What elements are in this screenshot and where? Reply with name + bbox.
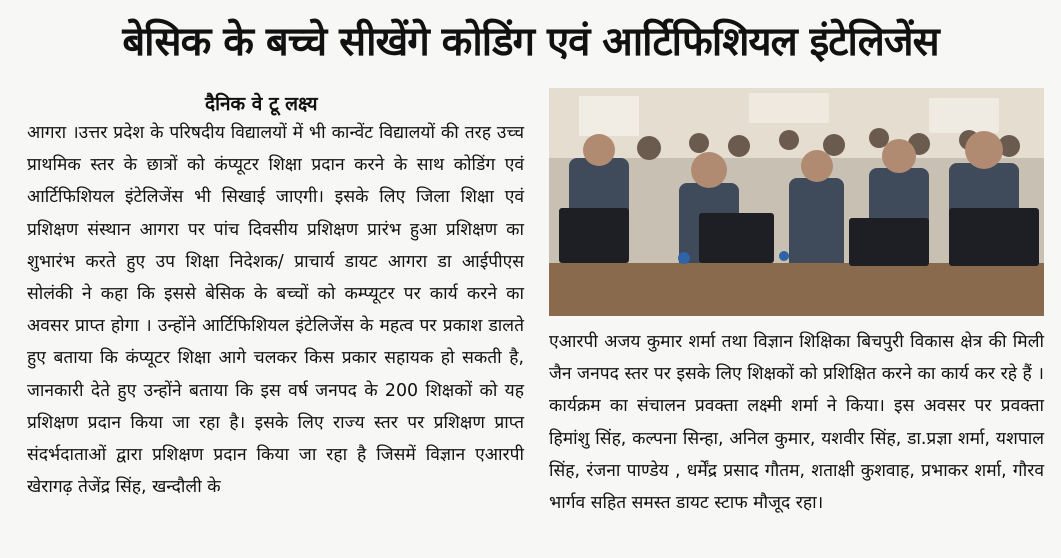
news-photo (549, 88, 1044, 316)
byline: दैनिक वे टू लक्ष्य (205, 93, 318, 115)
article-body-left: आगरा ।उत्तर प्रदेश के परिषदीय विद्यालयों में भी कान्वेंट विद्यालयों की तरह उच्च प्राथमिक स्तर के छात्रों को कंप्यूटर शिक्षा प्रदान करने के साथ कोडिंग एवं आर्टिफिशियल इंटेलिजेंस भी सिखाई जाएगी। इसके लिए जिला शिक्षा एवं प्रशिक्षण संस्थान आगरा पर पांच दिवसीय प्रशिक्षण प्रारंभ हुआ प्रशिक्षण का शुभारंभ करते हुए उप शिक्षा निदेशक/ प्राचार्य डायट आगरा डा आईपीएस सोलंकी ने कहा कि इससे बेसिक के बच्चों को कम्प्यूटर पर कार्य करने का अवसर प्राप्त होगा । उन्होंने आर्टिफिशियल इंटेलिजेंस के महत्व पर प्रकाश डालते हुए बताया कि कंप्यूटर शिक्षा आगे चलकर किस प्रकार सहायक हो सकती है, जानकारी देते हुए उन्होंने बताया कि इस वर्ष जनपद के 200 शिक्षकों को यह प्रशिक्षण प्रदान किया जा रहा है। इसके लिए राज्य स्तर पर प्रशिक्षण प्राप्त संदर्भदाताओं द्वारा प्रशिक्षण प्रदान किया जा रहा है जिसमें विज्ञान एआरपी खेरागढ़ तेजेंद्र सिंह, खन्दौली के (27, 123, 524, 498)
article-body-right: एआरपी अजय कुमार शर्मा तथा विज्ञान शिक्षिका बिचपुरी विकास क्षेत्र की मिली जैन जनपद स्तर पर इसके लिए शिक्षकों को प्रशिक्षित करने का कार्य कर रहे हैं । कार्यक्रम का संचालन प्रवक्ता लक्ष्मी शर्मा ने किया। इस अवसर पर प्रवक्ता हिमांशु सिंह, कल्पना सिन्हा, अनिल कुमार, यशवीर सिंह, डा.प्रज्ञा शर्मा, यशपाल सिंह, रंजना पाण्डेय , धर्मेंद्र प्रसाद गौतम, शताक्षी कुशवाह, प्रभाकर शर्मा, गौरव भार्गव सहित समस्त डायट स्टाफ मौजूद रहा। (549, 332, 1044, 514)
article-column-left (27, 117, 524, 503)
article-column-right (549, 326, 1044, 519)
headline: बेसिक के बच्चे सीखेंगे कोडिंग एवं आर्टिफिशियल इंटेलिजेंस (122, 19, 939, 65)
